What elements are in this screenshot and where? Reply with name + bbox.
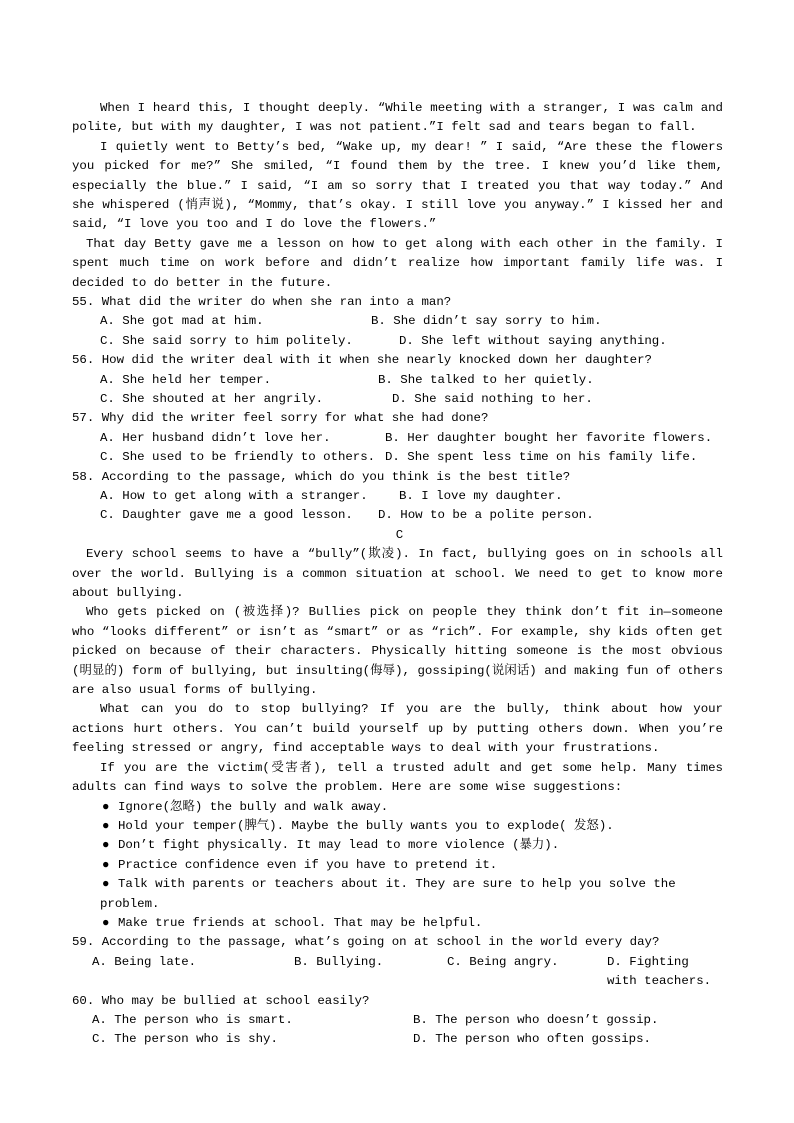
option-b: B. Bullying.	[294, 954, 384, 969]
question-stem: 56. How did the writer deal with it when she nearly knocked down her daughter?	[72, 353, 652, 368]
option-a: A. She got mad at him.	[100, 314, 264, 329]
option-c: C. The person who is shy.	[92, 1032, 278, 1047]
option-a: A. How to get along with a stranger.	[100, 489, 368, 504]
question-60	[72, 992, 723, 1050]
suggestion-list	[72, 798, 723, 934]
option-a: A. Being late.	[92, 954, 197, 969]
option-b: B. She didn’t say sorry to him.	[371, 314, 602, 329]
question-59	[72, 933, 723, 991]
question-56	[72, 351, 723, 409]
bullet-icon: ●	[102, 818, 110, 833]
question-stem: 58. According to the passage, which do you think is the best title?	[72, 469, 571, 484]
question-stem: 60. Who may be bullied at school easily?	[72, 993, 370, 1008]
option-d: D. The person who often gossips.	[413, 1032, 651, 1047]
option-d: D. Fighting with teachers.	[607, 954, 712, 989]
option-a: A. Her husband didn’t love her.	[100, 430, 331, 445]
bullet-icon: ●	[102, 877, 110, 892]
document-page	[72, 99, 723, 1050]
list-item: ● Don’t fight physically. It may lead to more violence (暴力).	[72, 836, 723, 855]
option-d: D. How to be a polite person.	[378, 508, 594, 523]
option-c: C. She used to be friendly to others.	[100, 450, 376, 465]
question-stem: 59. According to the passage, what’s going on at school in the world every day?	[72, 935, 660, 950]
option-c: C. Daughter gave me a good lesson.	[100, 508, 353, 523]
question-55	[72, 293, 723, 351]
option-d: D. She left without saying anything.	[399, 333, 667, 348]
bullet-icon: ●	[102, 857, 110, 872]
option-c: C. She said sorry to him politely.	[100, 333, 353, 348]
list-item: ● Hold your temper(脾气). Maybe the bully wants you to explode( 发怒).	[72, 817, 723, 836]
option-c: C. Being angry.	[447, 954, 559, 969]
list-item: ● Ignore(忽略) the bully and walk away.	[72, 798, 723, 817]
question-58	[72, 468, 723, 526]
option-b: B. The person who doesn’t gossip.	[413, 1012, 659, 1027]
bullet-icon: ●	[102, 799, 110, 814]
section-label: C	[395, 527, 404, 542]
paragraph: What can you do to stop bullying? If you are the bully, think about how your actions hurt others. You can’t build yourself up by putting others down. When you’re feeling stressed or angry, find acceptable ways to deal with your frustrations.	[72, 702, 723, 756]
question-stem: 55. What did the writer do when she ran into a man?	[72, 295, 452, 310]
bullet-icon: ●	[102, 915, 110, 930]
question-57	[72, 409, 723, 467]
option-a: A. She held her temper.	[100, 372, 272, 387]
option-d: D. She said nothing to her.	[392, 392, 593, 407]
option-a: A. The person who is smart.	[92, 1012, 293, 1027]
option-d: D. She spent less time on his family life.	[385, 450, 698, 465]
option-c: C. She shouted at her angrily.	[100, 392, 324, 407]
paragraph: Who gets picked on (被选择)? Bullies pick on people they think don’t fit in—someone who “looks different” or isn’t as “smart” or as “rich”. For example, shy kids often get picked on because of their characters. Physically hitting someone is the most obvious (明显的) form of bullying, but insulting(侮辱), gossiping(说闲话) and making fun of others are also usual forms of bullying.	[72, 605, 723, 698]
option-b: B. She talked to her quietly.	[378, 372, 594, 387]
question-stem: 57. Why did the writer feel sorry for what she had done?	[72, 411, 489, 426]
option-b: B. Her daughter bought her favorite flowers.	[385, 430, 713, 445]
bullet-icon: ●	[102, 838, 110, 853]
list-item: ● Make true friends at school. That may be helpful.	[72, 914, 723, 933]
paragraph: I quietly went to Betty’s bed, “Wake up, my dear! ” I said, “Are these the flowers you picked for me?” She smiled, “I found them by the tree. I knew you’d like them, especially the blue.” I said, “I am so sorry that I treated you that way today.” And she whispered (悄声说), “Mommy, that’s okay. I still love you anyway.” I kissed her and said, “I love you too and I do love the flowers.”	[72, 139, 723, 232]
paragraph: That day Betty gave me a lesson on how to get along with each other in the family. I spent much time on work before and didn’t realize how important family life was. I decided to do better in the future.	[72, 236, 723, 290]
paragraph: When I heard this, I thought deeply. “While meeting with a stranger, I was calm and polite, but with my daughter, I was not patient.”I felt sad and tears began to fall.	[72, 101, 723, 135]
list-item: ● Talk with parents or teachers about it. They are sure to help you solve the problem.	[100, 877, 676, 911]
option-b: B. I love my daughter.	[399, 489, 563, 504]
paragraph: Every school seems to have a “bully”(欺凌). In fact, bullying goes on in schools all over the world. Bullying is a common situation at school. We need to get to know more about bullying.	[72, 547, 723, 601]
paragraph: If you are the victim(受害者), tell a trusted adult and get some help. Many times adults can find ways to solve the problem. Here are some wise suggestions:	[72, 760, 723, 795]
list-item: ● Practice confidence even if you have to pretend it.	[72, 856, 723, 875]
